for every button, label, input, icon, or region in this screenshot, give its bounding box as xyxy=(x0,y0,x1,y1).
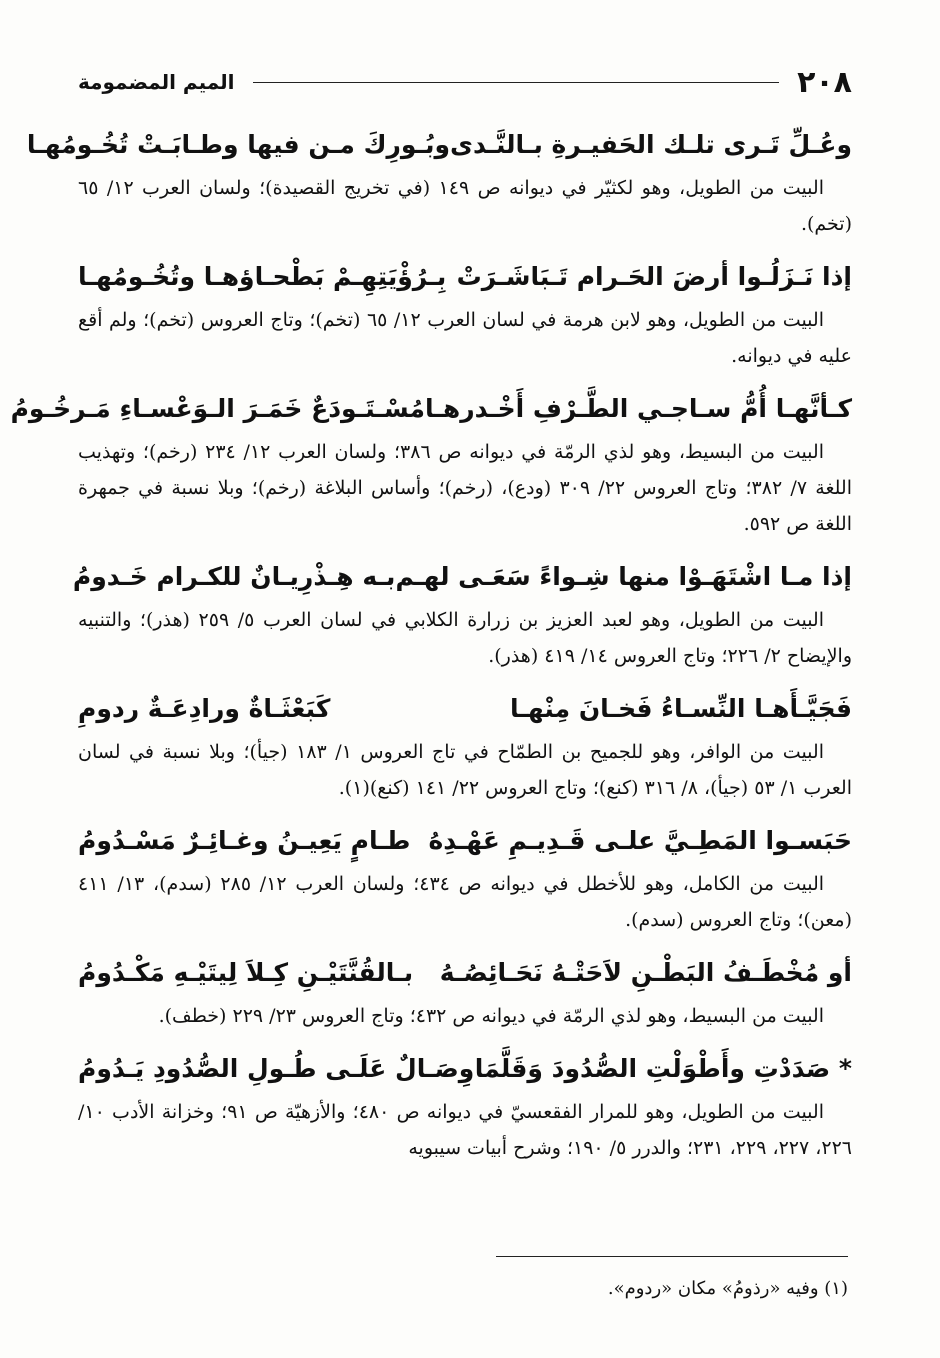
second-hemistich: بِـرُؤْيَتِهِـمْ بَطْحـاؤهـا وتُخُـومُهـا xyxy=(78,262,447,291)
verse-commentary: البيت من الطويل، وهو لعبد العزيز بن زرارة الكلابي في لسان العرب ٥/ ٢٥٩ (هذر)؛ والتنبيه والإيضاح ٢/ ٢٢٦؛ وتاج العروس ١٤/ ٤١٩ (هذر). xyxy=(78,609,852,667)
page-header xyxy=(78,62,852,102)
first-hemistich: إذا مـا اشْتَهَـوْا منها شِـواءً سَعَـى لهـم xyxy=(395,562,852,591)
running-title: الميم المضمومة xyxy=(78,70,235,94)
verse-commentary: البيت من البسيط، وهو لذي الرمّة في ديوانه ص ٣٨٦؛ ولسان العرب ١٢/ ٢٣٤ (رخم)؛ وتهذيب اللغة ٧/ ٣٨٢؛ وتاج العروس ٢٢/ ٣٠٩ (ودع)، (رخم)؛ وأساس البلاغة (رخم)؛ وبلا نسبة في جمهرة اللغة ص ٥٩٢. xyxy=(78,441,852,535)
verse-line xyxy=(78,948,852,998)
second-hemistich: وبُـورِكَ مـن فيها وطـابَـتْ تُخُـومُهـا xyxy=(26,130,451,159)
header-rule xyxy=(253,82,780,83)
first-hemistich: فَجَيَّـأَهـا النِّسـاءُ فَخـانَ مِنْهـا xyxy=(510,694,852,723)
first-hemistich: كـأنَّهـا أُمُّ سـاجـي الطَّـرْفِ أَخْـدرهـا xyxy=(424,394,852,423)
verse-commentary: البيت من الوافر، وهو للجميح بن الطمّاح في تاج العروس ١/ ١٨٣ (جيأ)؛ وبلا نسبة في لسان العرب ١/ ٥٣ (جيأ)، ٨/ ٣١٦ (كنع)؛ وتاج العروس ٢٢/ ١٤١ (كنع)(١). xyxy=(78,741,852,799)
verse-entry xyxy=(26,120,852,242)
first-hemistich: إذا نَـزَلُـوا أرضَ الحَـرام تَـبَاشَـرَتْ xyxy=(456,262,852,291)
first-hemistich: حَبَسـوا المَطِـيَّ علـى قَـدِيـمِ عَهْـدِهُ xyxy=(428,826,852,855)
verse-line xyxy=(26,120,852,170)
verse-line xyxy=(78,1044,852,1094)
footnote: (١) وفيه «رذومُ» مكان «ردوم». xyxy=(607,1278,848,1299)
verse-line xyxy=(10,384,852,434)
verse-line xyxy=(78,252,852,302)
verse-entries xyxy=(10,120,852,1176)
verse-entry xyxy=(78,1044,852,1166)
verse-commentary: البيت من البسيط، وهو لذي الرمّة في ديوانه ص ٤٣٢؛ وتاج العروس ٢٣/ ٢٢٩ (خطف). xyxy=(158,1005,824,1027)
verse-line xyxy=(72,552,852,602)
verse-commentary: البيت من الطويل، وهو لابن هرمة في لسان العرب ١٢/ ٦٥ (تخم)؛ وتاج العروس (تخم)؛ ولم أقع عليه في ديوانه. xyxy=(78,309,852,367)
second-hemistich: بـه هِـذْرِيـانٌ للكـرام خَـدومُ xyxy=(72,562,396,591)
second-hemistich: بـالقُنَّتَيْـنِ كِـلاَ لِيتَيْـهِ مَكْـدُومُ xyxy=(78,958,414,987)
first-hemistich: وعُـلِّ تَـرى تلـك الحَفيـرةِ بـالنَّـدى xyxy=(450,130,852,159)
verse-entry xyxy=(10,384,852,542)
verse-commentary: البيت من الطويل، وهو لكثيّر في ديوانه ص ١٤٩ (في تخريج القصيدة)؛ ولسان العرب ١٢/ ٦٥ (تخم). xyxy=(78,177,852,235)
verse-commentary: البيت من الكامل، وهو للأخطل في ديوانه ص ٤٣٤؛ ولسان العرب ١٢/ ٢٨٥ (سدم)، ١٣/ ٤١١ (معن)؛ وتاج العروس (سدم). xyxy=(78,873,852,931)
verse-commentary: البيت من الطويل، وهو للمرار الفقعسيّ في ديوانه ص ٤٨٠؛ والأزهيّة ص ٩١؛ وخزانة الأدب ١٠/ ٢٢٦، ٢٢٧، ٢٢٩، ٢٣١؛ والدرر ٥/ ١٩٠؛ وشرح أبيات سيبويه xyxy=(78,1101,852,1159)
first-hemistich: أو مُخْطَـفُ البَطْـنِ لاَحَتْـهُ نَحَـائِصُـهُ xyxy=(439,958,852,987)
verse-entry xyxy=(78,252,852,374)
second-hemistich: وِصَـالٌ عَلَـى طُـولِ الصُّدُودِ يَـدُومُ xyxy=(78,1054,475,1083)
verse-line xyxy=(78,684,852,734)
second-hemistich: كَبَعْثَـاةٌ ورادِعَـةٌ ردومِ xyxy=(78,694,331,723)
verse-entry xyxy=(78,684,852,806)
verse-line xyxy=(78,816,852,866)
page-number: ٢٠٨ xyxy=(797,64,852,100)
second-hemistich: مُسْـتَـودَعٌ خَمَـرَ الـوَعْسـاءِ مَـرخُـومُ xyxy=(10,394,425,423)
verse-entry xyxy=(72,552,852,674)
footnote-rule xyxy=(496,1256,848,1257)
second-hemistich: طـامٍ يَعِيـنُ وغـائِـرٌ مَسْـدُومُ xyxy=(78,826,411,855)
verse-entry xyxy=(78,948,852,1034)
first-hemistich: * صَدَدْتِ وأَطْوَلْتِ الصُّدُودَ وَقَلَّمَا xyxy=(474,1054,852,1083)
verse-entry xyxy=(78,816,852,938)
